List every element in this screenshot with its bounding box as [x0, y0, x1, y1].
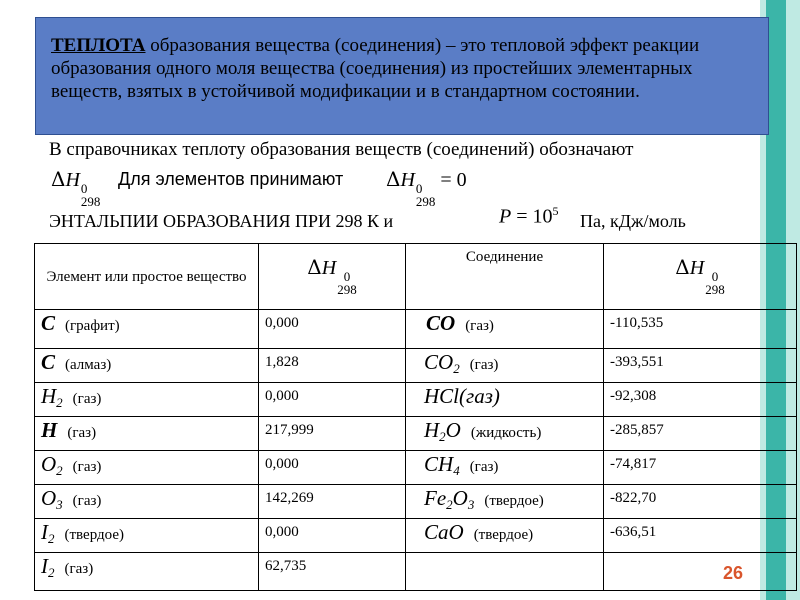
symbol-superscript: 0	[711, 268, 719, 284]
table-row	[35, 553, 797, 591]
compound-enthalpy: -92,308	[604, 383, 797, 417]
subscript: 2	[56, 395, 63, 410]
reference-line: В справочниках теплоту образования веществ (соединений) обозначают	[49, 139, 634, 160]
definition-text	[51, 34, 751, 103]
table-row	[35, 451, 797, 485]
compound-state: (жидкость)	[470, 425, 542, 441]
element-cell	[35, 349, 259, 383]
enthalpy-table	[34, 243, 797, 591]
element-cell	[35, 519, 259, 553]
h-symbol: H	[400, 169, 415, 191]
enthalpy-zero-symbol	[386, 167, 467, 208]
element-state: (газ)	[72, 493, 102, 509]
symbol-subscript: 298	[80, 194, 101, 209]
symbol-scripts	[705, 270, 725, 296]
compound-tail: O	[445, 418, 461, 442]
subscript: 2	[446, 497, 453, 512]
compound-state: (газ)	[469, 357, 499, 373]
compound-cell	[406, 553, 604, 591]
element-state: (твердое)	[64, 527, 124, 543]
subscript: 3	[467, 497, 475, 512]
element-cell	[35, 451, 259, 485]
h-symbol: H	[689, 256, 705, 279]
compound-state: (твердое)	[473, 527, 534, 543]
enthalpy-symbol	[51, 167, 100, 208]
compound-enthalpy	[604, 553, 797, 591]
symbol-superscript: 0	[415, 181, 423, 196]
delta-symbol: Δ	[51, 167, 66, 191]
delta-symbol: Δ	[307, 254, 322, 279]
subscript: 2	[56, 463, 63, 478]
element-state: (газ)	[67, 425, 97, 441]
compound-symbol: CO	[426, 311, 456, 335]
element-enthalpy: 0,000	[259, 451, 406, 485]
compound-symbol: CaO	[424, 520, 464, 544]
definition-term: ТЕПЛОТА	[51, 35, 146, 56]
header-element: Элемент или простое вещество	[35, 244, 259, 310]
element-symbol: C	[41, 350, 56, 374]
symbol-superscript: 0	[343, 268, 351, 284]
symbol-scripts	[81, 182, 101, 208]
element-formula	[41, 520, 55, 544]
compound-state: (газ)	[469, 459, 499, 475]
element-symbol: I	[41, 520, 48, 544]
subscript: 4	[453, 463, 460, 478]
element-symbol: I	[41, 554, 48, 578]
element-symbol: O	[41, 452, 57, 476]
compound-cell	[406, 383, 604, 417]
compound-symbol: Fe	[424, 486, 447, 510]
delta-symbol: Δ	[675, 254, 690, 279]
element-enthalpy: 0,000	[259, 383, 406, 417]
delta-symbol: Δ	[386, 167, 401, 191]
symbol-subscript: 298	[705, 281, 725, 297]
compound-symbol: HCl(газ)	[424, 384, 500, 408]
subscript: 3	[56, 497, 63, 512]
compound-state: (твердое)	[484, 493, 544, 509]
compound-formula	[424, 350, 460, 374]
element-state: (газ)	[64, 561, 94, 577]
footer-label: ЭНТАЛЬПИИ ОБРАЗОВАНИЯ ПРИ 298 К и	[49, 211, 394, 231]
element-state: (графит)	[65, 318, 120, 334]
compound-enthalpy: -636,51	[604, 519, 797, 553]
element-state: (газ)	[72, 459, 102, 475]
compound-enthalpy: -74,817	[604, 451, 797, 485]
compound-cell	[406, 451, 604, 485]
element-enthalpy: 0,000	[259, 519, 406, 553]
table-row	[35, 383, 797, 417]
element-state: (газ)	[72, 391, 102, 407]
table-row	[35, 485, 797, 519]
table-row	[35, 310, 797, 349]
element-cell	[35, 553, 259, 591]
pressure-formula	[499, 204, 559, 229]
pressure-eq: = 10	[516, 205, 553, 228]
element-symbol: O	[41, 486, 57, 510]
element-cell	[35, 485, 259, 519]
header-enthalpy-2	[604, 244, 797, 310]
pressure-var: P	[499, 205, 512, 228]
header-compound: Соединение	[406, 244, 604, 310]
compound-cell	[406, 417, 604, 451]
compound-state: (газ)	[465, 318, 494, 334]
compound-cell	[406, 310, 604, 349]
compound-tail: O	[452, 486, 468, 510]
element-formula	[41, 554, 55, 578]
compound-formula	[424, 520, 464, 544]
elements-note: Для элементов принимают	[118, 169, 344, 189]
compound-cell	[406, 485, 604, 519]
element-symbol: H	[41, 384, 57, 408]
compound-formula	[424, 418, 461, 442]
compound-symbol: CH	[424, 452, 454, 476]
page-number: 26	[723, 563, 744, 583]
element-formula	[41, 486, 63, 510]
symbol-scripts	[416, 182, 436, 208]
compound-cell	[406, 349, 604, 383]
element-enthalpy: 142,269	[259, 485, 406, 519]
header-enthalpy-1	[259, 244, 406, 310]
subscript: 2	[48, 565, 55, 580]
compound-cell	[406, 519, 604, 553]
table-header-row	[35, 244, 797, 310]
element-cell	[35, 383, 259, 417]
compound-formula	[424, 486, 474, 510]
table-row	[35, 349, 797, 383]
subscript: 2	[48, 531, 55, 546]
subscript: 2	[453, 361, 460, 376]
h-symbol: H	[321, 256, 337, 279]
table-row	[35, 417, 797, 451]
compound-enthalpy: -285,857	[604, 417, 797, 451]
compound-enthalpy: -393,551	[604, 349, 797, 383]
compound-formula	[424, 384, 500, 408]
element-formula	[41, 311, 55, 335]
table-row	[35, 519, 797, 553]
element-symbol: C	[41, 311, 56, 335]
compound-symbol: H	[424, 418, 440, 442]
pressure-exponent: 5	[552, 204, 559, 218]
footer-units: Па, кДж/моль	[580, 211, 686, 231]
element-formula	[41, 384, 63, 408]
element-formula	[41, 418, 57, 442]
element-cell	[35, 310, 259, 349]
element-formula	[41, 452, 63, 476]
symbol-scripts	[337, 270, 357, 296]
compound-formula	[426, 311, 455, 335]
element-symbol: H	[41, 418, 58, 442]
compound-symbol: CO	[424, 350, 454, 374]
definition-body: образования вещества (соединения) – это тепловой эффект реакции образования одного моля вещества (соединения) из простейших элементарных веществ, взятых в устойчивой модификации и в стандартном состоянии.	[51, 35, 700, 102]
compound-formula	[424, 452, 460, 476]
symbol-superscript: 0	[80, 181, 88, 196]
element-enthalpy: 62,735	[259, 553, 406, 591]
element-enthalpy: 217,999	[259, 417, 406, 451]
symbol-subscript: 298	[415, 194, 436, 209]
element-state: (алмаз)	[65, 357, 112, 373]
compound-enthalpy: -110,535	[604, 310, 797, 349]
element-enthalpy: 1,828	[259, 349, 406, 383]
compound-enthalpy: -822,70	[604, 485, 797, 519]
subscript: 2	[439, 429, 446, 444]
element-enthalpy: 0,000	[259, 310, 406, 349]
symbol-subscript: 298	[337, 281, 357, 297]
element-cell	[35, 417, 259, 451]
equals-zero: = 0	[440, 169, 467, 191]
h-symbol: H	[65, 169, 80, 191]
element-formula	[41, 350, 55, 374]
